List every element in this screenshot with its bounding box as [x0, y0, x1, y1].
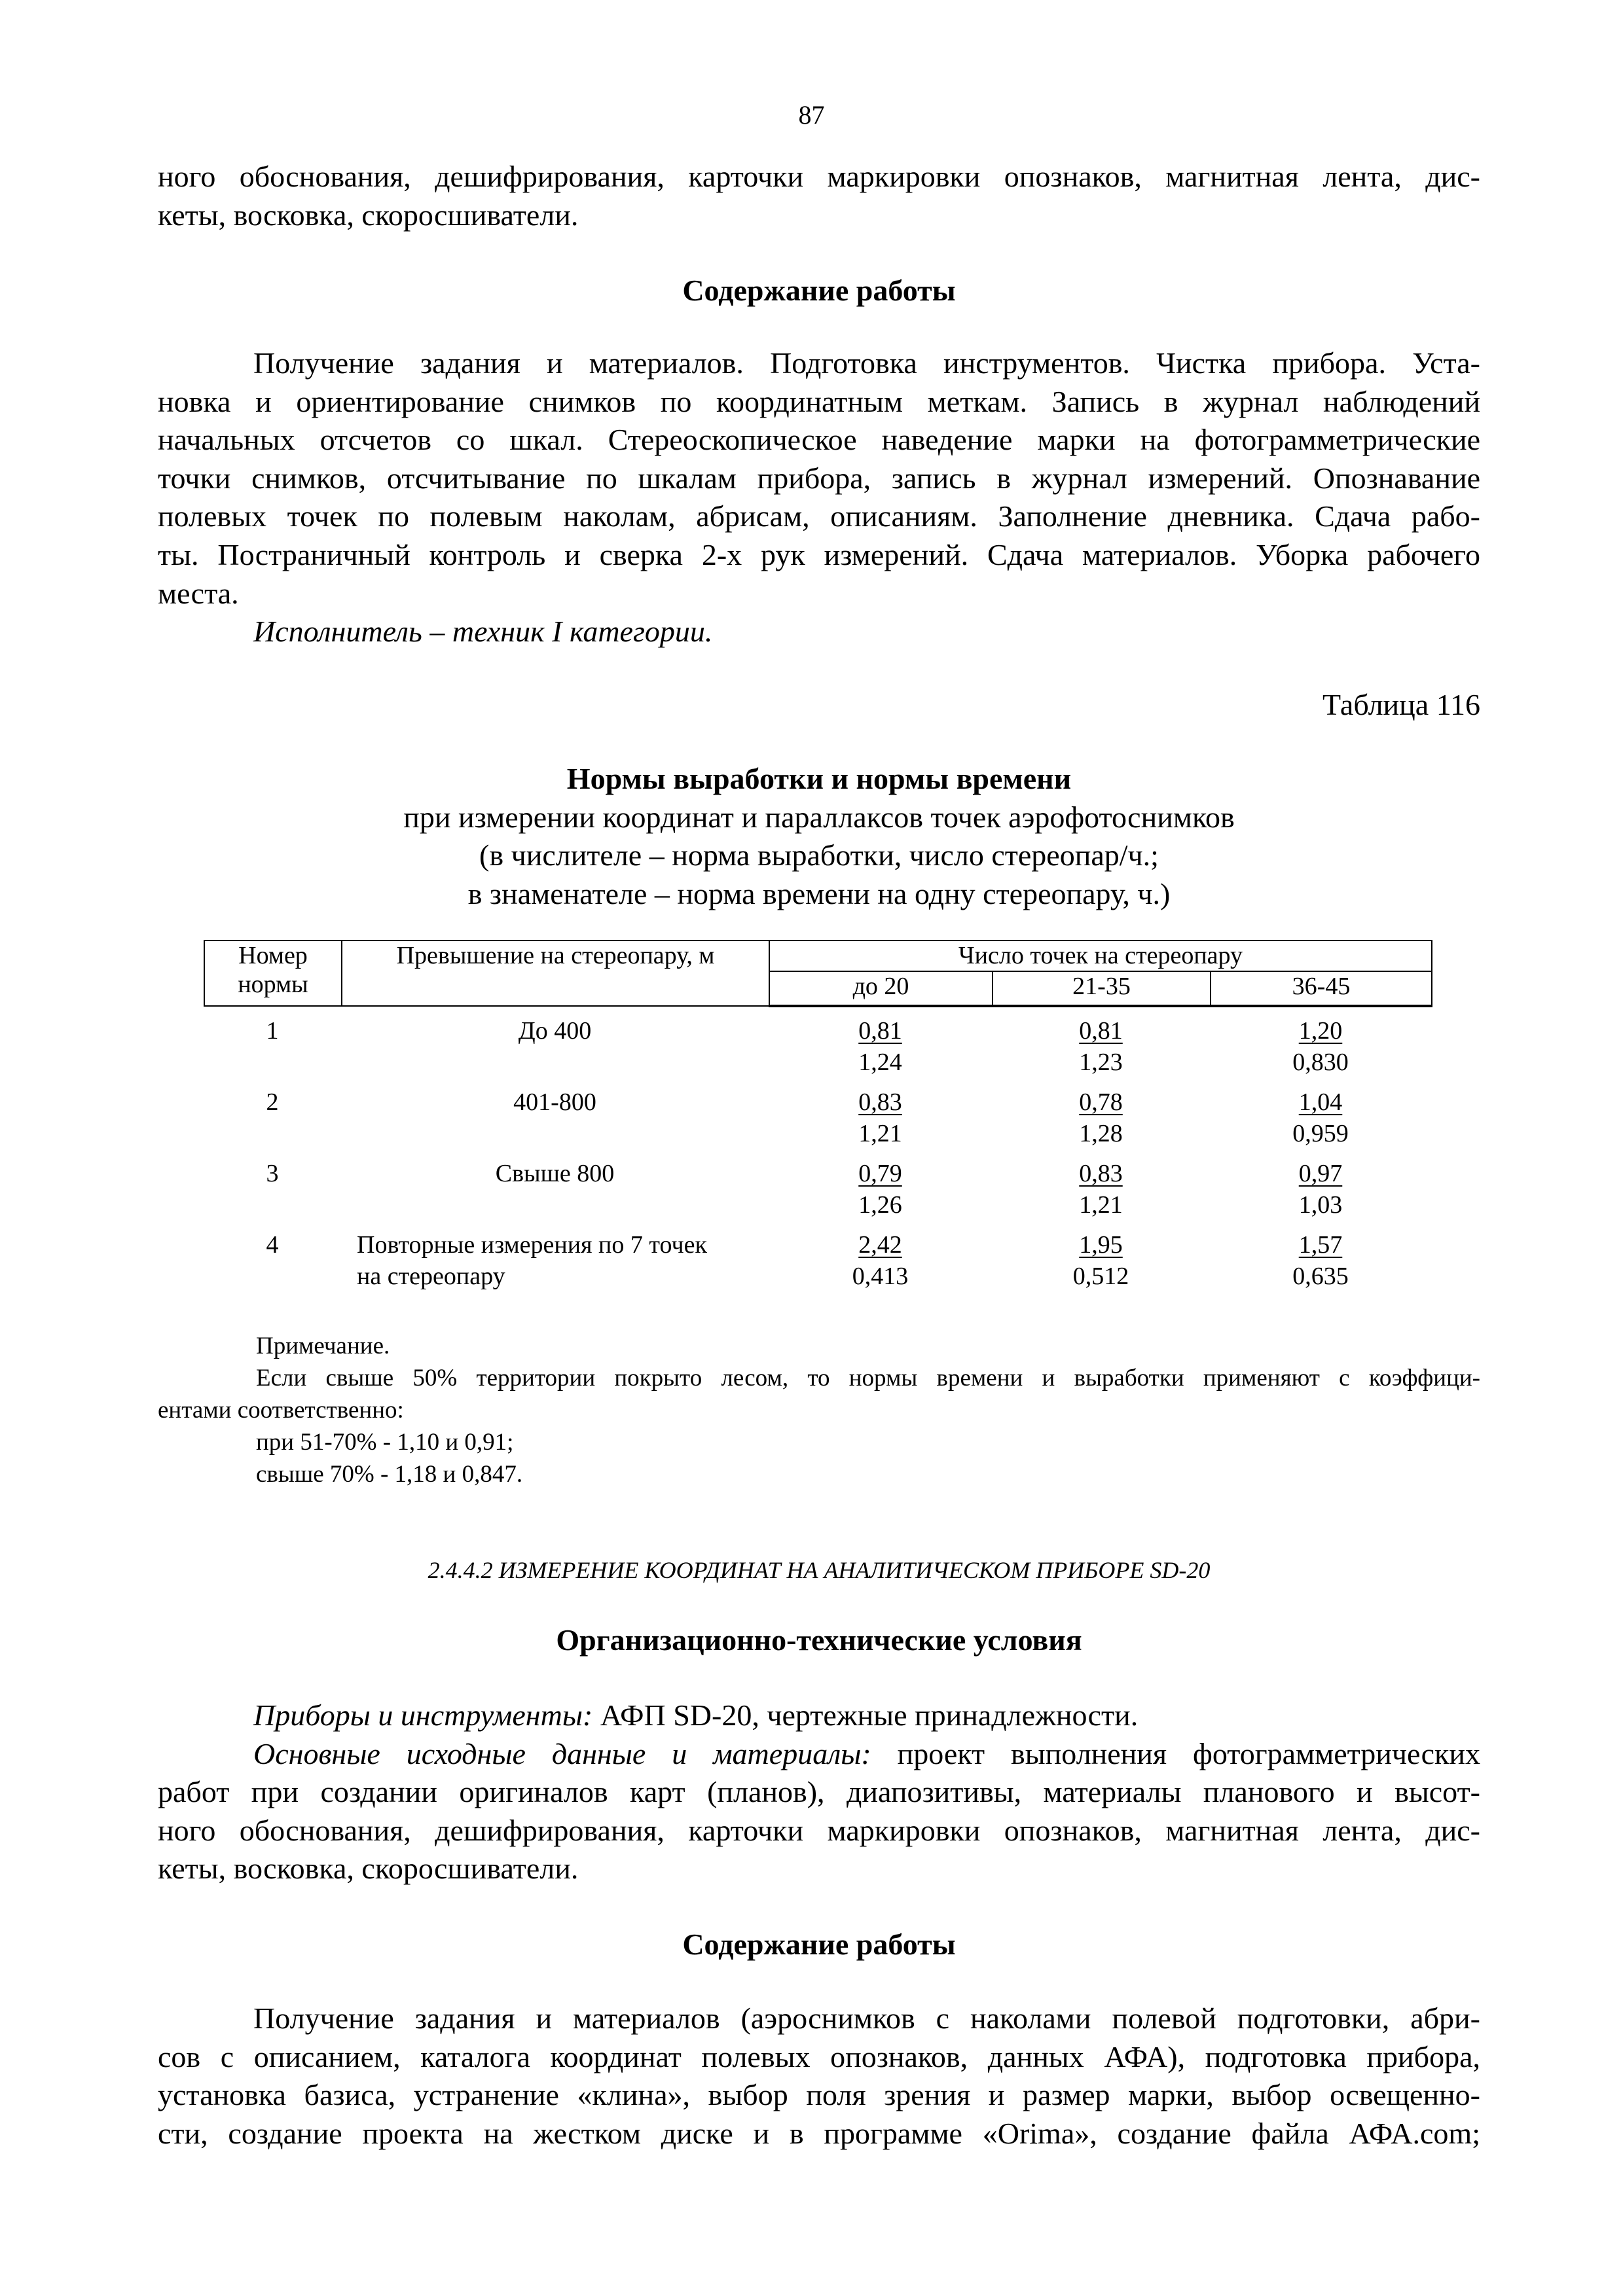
cell-height-text: 401-800 — [513, 1088, 596, 1116]
fraction — [1079, 1086, 1123, 1149]
text-line: Получение задания и материалов (аэроснимков с наколами полевой подготовки, абри- — [253, 2001, 1480, 2035]
text-line: места. — [158, 576, 239, 610]
label-instruments: Приборы и инструменты: — [253, 1698, 593, 1732]
text: проект выполнения фотограмметрических — [871, 1736, 1480, 1770]
heading-conditions: Организационно-технические условия — [556, 1623, 1082, 1657]
paragraph-2 — [158, 344, 1480, 651]
table-subtitle: (в числителе – норма выработки, число стереопар/ч.; — [479, 838, 1159, 872]
text-line: Получение задания и материалов. Подготовка инструментов. Чистка прибора. Уста- — [253, 346, 1480, 380]
cell-norm-value — [1210, 1086, 1431, 1158]
output-rate: 0,81 — [858, 1017, 902, 1045]
text-line: ного обоснования, дешифрирования, карточки маркировки опознаков, магнитная лента, дис- — [158, 1813, 1480, 1847]
table-header — [204, 940, 1432, 1007]
heading-work-content: Содержание работы — [682, 274, 956, 307]
text-line: кеты, восковка, скоросшиватели. — [158, 1852, 579, 1886]
time-norm: 0,959 — [1292, 1120, 1349, 1147]
paragraph-4 — [158, 2000, 1480, 2153]
cell-norm-number: 3 — [266, 1160, 279, 1187]
output-rate: 0,97 — [1298, 1160, 1343, 1187]
header-height: Превышение на стереопару, м — [342, 941, 769, 1006]
table-subtitle: в знаменателе – норма времени на одну стереопару, ч.) — [467, 876, 1171, 910]
note — [158, 1330, 1480, 1490]
text-line — [158, 1735, 1480, 1774]
fraction — [858, 1015, 902, 1078]
text-line: кеты, восковка, скоросшиватели. — [158, 198, 579, 232]
text-line: полевых точек по полевым наколам, абрисам, описаниям. Заполнение дневника. Сдача рабо- — [158, 499, 1480, 533]
time-norm: 1,28 — [1079, 1120, 1123, 1147]
fraction — [1292, 1086, 1349, 1149]
text-line: установка базиса, устранение «клина», выбор поля зрения и размер марки, выбор освещенно- — [158, 2078, 1480, 2112]
text-line: новка и ориентирование снимков по координатным меткам. Запись в журнал наблюдений — [158, 384, 1480, 418]
table-label: Таблица 116 — [1322, 688, 1480, 721]
cell-height — [341, 1086, 769, 1158]
header-norm-number — [204, 941, 342, 1006]
cell-norm-value — [1210, 1229, 1431, 1300]
time-norm: 1,21 — [1079, 1191, 1123, 1219]
table-row — [204, 1229, 1431, 1300]
fraction — [1292, 1015, 1349, 1078]
table-row — [204, 1015, 1431, 1086]
note-line: Если свыше 50% территории покрыто лесом, то нормы времени и выработки применяют с коэффици- — [256, 1365, 1480, 1391]
note-line: свыше 70% - 1,18 и 0,847. — [256, 1461, 523, 1488]
heading-work-content-2: Содержание работы — [682, 1928, 956, 1961]
cell-norm-value — [1210, 1158, 1431, 1229]
cell-norm-number: 1 — [266, 1017, 279, 1045]
table-subtitle: при измерении координат и параллаксов точек аэрофотоснимков — [403, 800, 1235, 834]
cell-norm-value — [992, 1086, 1210, 1158]
output-rate: 2,42 — [858, 1231, 902, 1259]
note-line: ентами соответственно: — [158, 1397, 404, 1424]
output-rate: 0,79 — [858, 1160, 902, 1187]
cell-norm-value — [769, 1015, 992, 1086]
table-row — [204, 1158, 1431, 1229]
output-rate: 0,83 — [858, 1088, 902, 1116]
time-norm: 0,512 — [1072, 1263, 1129, 1290]
output-rate: 1,20 — [1298, 1017, 1343, 1045]
cell-norm-value — [769, 1158, 992, 1229]
text: АФП SD-20, чертежные принадлежности. — [593, 1698, 1139, 1732]
section-title: 2.4.4.2 ИЗМЕРЕНИЕ КООРДИНАТ НА АНАЛИТИЧЕСКОМ ПРИБОРЕ SD-20 — [428, 1557, 1211, 1583]
cell-norm-value — [769, 1229, 992, 1300]
time-norm: 1,21 — [858, 1120, 902, 1147]
text-line: сти, создание проекта на жестком диске и в программе «Orima», создание файла АФА.com; — [158, 2116, 1480, 2150]
time-norm: 1,03 — [1298, 1191, 1343, 1219]
text-line: точки снимков, отсчитывание по шкалам прибора, запись в журнал измерений. Опознавание — [158, 461, 1480, 495]
paragraph-1 — [158, 158, 1480, 234]
cell-height-text: Повторные измерения по 7 точек — [357, 1231, 707, 1259]
fraction — [1299, 1158, 1343, 1221]
header-text: нормы — [238, 971, 308, 998]
cell-norm-value — [992, 1015, 1210, 1086]
page-number: 87 — [798, 100, 825, 130]
cell-height-text: Свыше 800 — [495, 1160, 615, 1187]
text-line — [158, 1696, 1480, 1735]
fraction — [1073, 1229, 1129, 1292]
table-caption — [158, 760, 1480, 913]
text-line: ты. Постраничный контроль и сверка 2-х рук измерений. Сдача материалов. Уборка рабочего — [158, 537, 1480, 571]
executor-line: Исполнитель – техник I категории. — [253, 615, 713, 649]
fraction — [858, 1158, 902, 1221]
note-line: при 51-70% - 1,10 и 0,91; — [256, 1429, 514, 1456]
fraction — [1079, 1158, 1123, 1221]
time-norm: 1,24 — [858, 1049, 902, 1076]
time-norm: 0,635 — [1292, 1263, 1349, 1290]
output-rate: 0,83 — [1079, 1160, 1123, 1187]
note-title: Примечание. — [256, 1333, 390, 1359]
fraction — [852, 1229, 909, 1292]
time-norm: 0,413 — [852, 1263, 909, 1290]
table-body — [204, 1015, 1431, 1300]
text-line: работ при создании оригиналов карт (планов), диапозитивы, материалы планового и высот- — [158, 1775, 1480, 1809]
time-norm: 1,26 — [858, 1191, 902, 1219]
label-materials: Основные исходные данные и материалы: — [253, 1736, 871, 1770]
time-norm: 1,23 — [1079, 1049, 1123, 1076]
text-line: сов с описанием, каталога координат полевых опознаков, данных АФА), подготовка прибора, — [158, 2039, 1480, 2073]
fraction — [1292, 1229, 1349, 1292]
header-text: Номер — [238, 942, 308, 969]
paragraph-3 — [158, 1696, 1480, 1888]
cell-norm-number: 4 — [266, 1231, 279, 1259]
output-rate: 1,95 — [1079, 1231, 1123, 1259]
cell-norm-value — [992, 1158, 1210, 1229]
header-subcol: до 20 — [769, 971, 993, 1006]
output-rate: 1,57 — [1298, 1231, 1343, 1259]
output-rate: 0,81 — [1079, 1017, 1123, 1045]
output-rate: 0,78 — [1079, 1088, 1123, 1116]
cell-height — [341, 1015, 769, 1086]
cell-height — [341, 1158, 769, 1229]
cell-norm-value — [769, 1086, 992, 1158]
cell-norm-value — [1210, 1015, 1431, 1086]
cell-height — [341, 1229, 769, 1300]
fraction — [1079, 1015, 1123, 1078]
output-rate: 1,04 — [1298, 1088, 1343, 1116]
cell-norm-value — [992, 1229, 1210, 1300]
cell-height-text: До 400 — [518, 1017, 592, 1045]
cell-height-text: на стереопару — [357, 1263, 505, 1290]
fraction — [858, 1086, 902, 1149]
table-title: Нормы выработки и нормы времени — [566, 762, 1072, 795]
header-subcol: 21-35 — [993, 971, 1211, 1006]
header-subcol: 36-45 — [1211, 971, 1432, 1006]
text-line: начальных отсчетов со шкал. Стереоскопическое наведение марки на фотограмметрические — [158, 423, 1480, 457]
header-points-group: Число точек на стереопару — [769, 941, 1432, 971]
text-line: ного обоснования, дешифрирования, карточки маркировки опознаков, магнитная лента, дис- — [158, 160, 1480, 193]
table-row — [204, 1086, 1431, 1158]
cell-norm-number: 2 — [266, 1088, 279, 1116]
time-norm: 0,830 — [1292, 1049, 1349, 1076]
